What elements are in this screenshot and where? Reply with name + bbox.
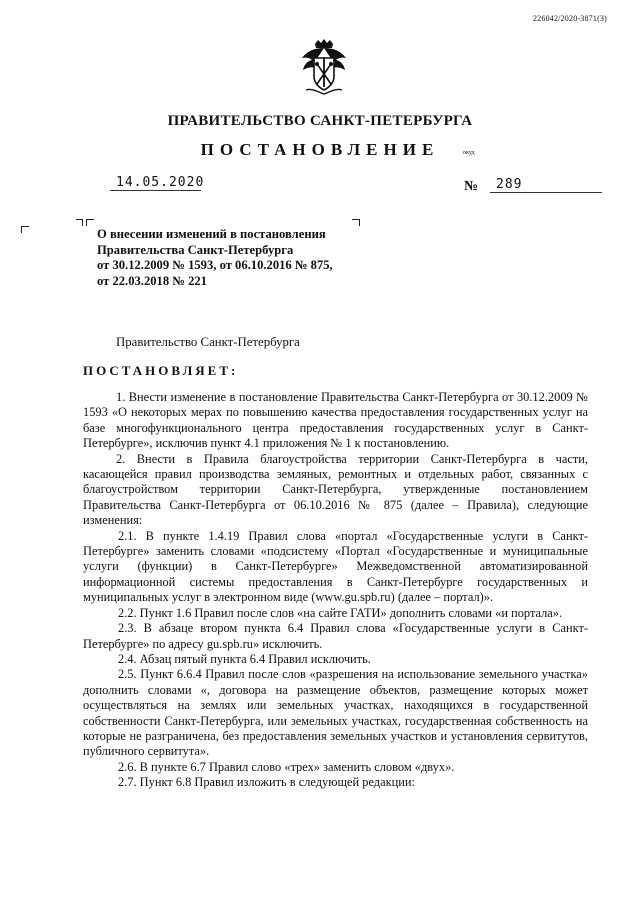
subject-line: О внесении изменений в постановления — [97, 227, 326, 241]
paragraph: 2. Внести в Правила благоустройства территории Санкт-Петербурга в части, касающейся правил производства земляных, ремонтных и отдельных работ, связанных с благоустройством территории Санкт-Петербурга, утвержденные постановлением Правительства Санкт-Петербурга от 06.10.2016 № 875 (далее – Правила), следующие изменения: — [83, 451, 588, 528]
resolves-heading: ПОСТАНОВЛЯЕТ: — [83, 363, 239, 378]
paragraph: 2.2. Пункт 1.6 Правил после слов «на сайте ГАТИ» дополнить словами «и портала». — [118, 605, 563, 620]
document-code: 226042/2020-3871(3) — [532, 14, 607, 23]
subject-line: от 22.03.2018 № 221 — [97, 273, 207, 288]
coat-of-arms-icon — [298, 38, 350, 96]
paragraph: 2.6. В пункте 6.7 Правил слово «трех» заменить словом «двух». — [118, 759, 455, 774]
paragraph: 2.7. Пункт 6.8 Правил изложить в следующей редакции: — [118, 775, 415, 790]
corner-mark — [352, 219, 360, 226]
paragraph: 2.3. В абзаце втором пункта 6.4 Правил слова «Государственные услуги в Санкт-Петербурге» по адресу gu.spb.ru» исключить. — [83, 621, 588, 651]
document-body — [83, 390, 588, 791]
subject-line: от 30.12.2009 № 1593, от 06.10.2016 № 875, — [97, 258, 333, 272]
paragraph: 2.1. В пункте 1.4.19 Правил слова «портал «Государственные услуги в Санкт-Петербурге» заменить словами «подсистему «Портал «Государственные и муниципальные услуги (функции) в Санкт-Петербурге» Межведомственной автоматизированной информационной системы предоставления в Санкт-Петербурге государственных и муниципальных услуг в электронном виде (www.gu.spb.ru) (далее – портал)». — [83, 528, 588, 605]
paragraph: 1. Внести изменение в постановление Правительства Санкт-Петербурга от 30.12.2009 № 1593 «О некоторых мерах по повышению качества предоставления государственных услуг на базе многофункционального центра предоставления государственных услуг в Санкт-Петербурге», исключив пункт 4.1 приложения № 1 к постановлению. — [83, 390, 588, 451]
document-number: 289 — [490, 177, 602, 193]
document-subject — [97, 227, 333, 289]
government-title: ПРАВИТЕЛЬСТВО САНКТ-ПЕТЕРБУРГА — [167, 113, 473, 129]
corner-mark — [21, 226, 29, 233]
okud-label: окуд — [463, 150, 475, 156]
paragraph: 2.5. Пункт 6.6.4 Правил после слов «разрешения на использование земельного участка» дополнить словами «, договора на размещение объектов, размещение которых может осуществляться на землях или земельных участках, находящихся в государственной собственности Санкт-Петербурга, или земельных участках, государственная собственность на которые не разграничена, без предоставления земельных участков и установления сервитутов, публичного сервитута». — [83, 667, 588, 759]
corner-mark — [86, 219, 94, 226]
document-date: 14.05.2020 — [110, 175, 201, 191]
corner-mark — [76, 219, 83, 226]
document-type-title: ПОСТАНОВЛЕНИЕ — [200, 140, 440, 159]
issuer-name: Правительство Санкт-Петербурга — [116, 335, 300, 349]
number-label: № — [464, 179, 479, 194]
paragraph: 2.4. Абзац пятый пункта 6.4 Правил исключить. — [118, 651, 371, 666]
subject-line: Правительства Санкт-Петербурга — [97, 242, 294, 257]
